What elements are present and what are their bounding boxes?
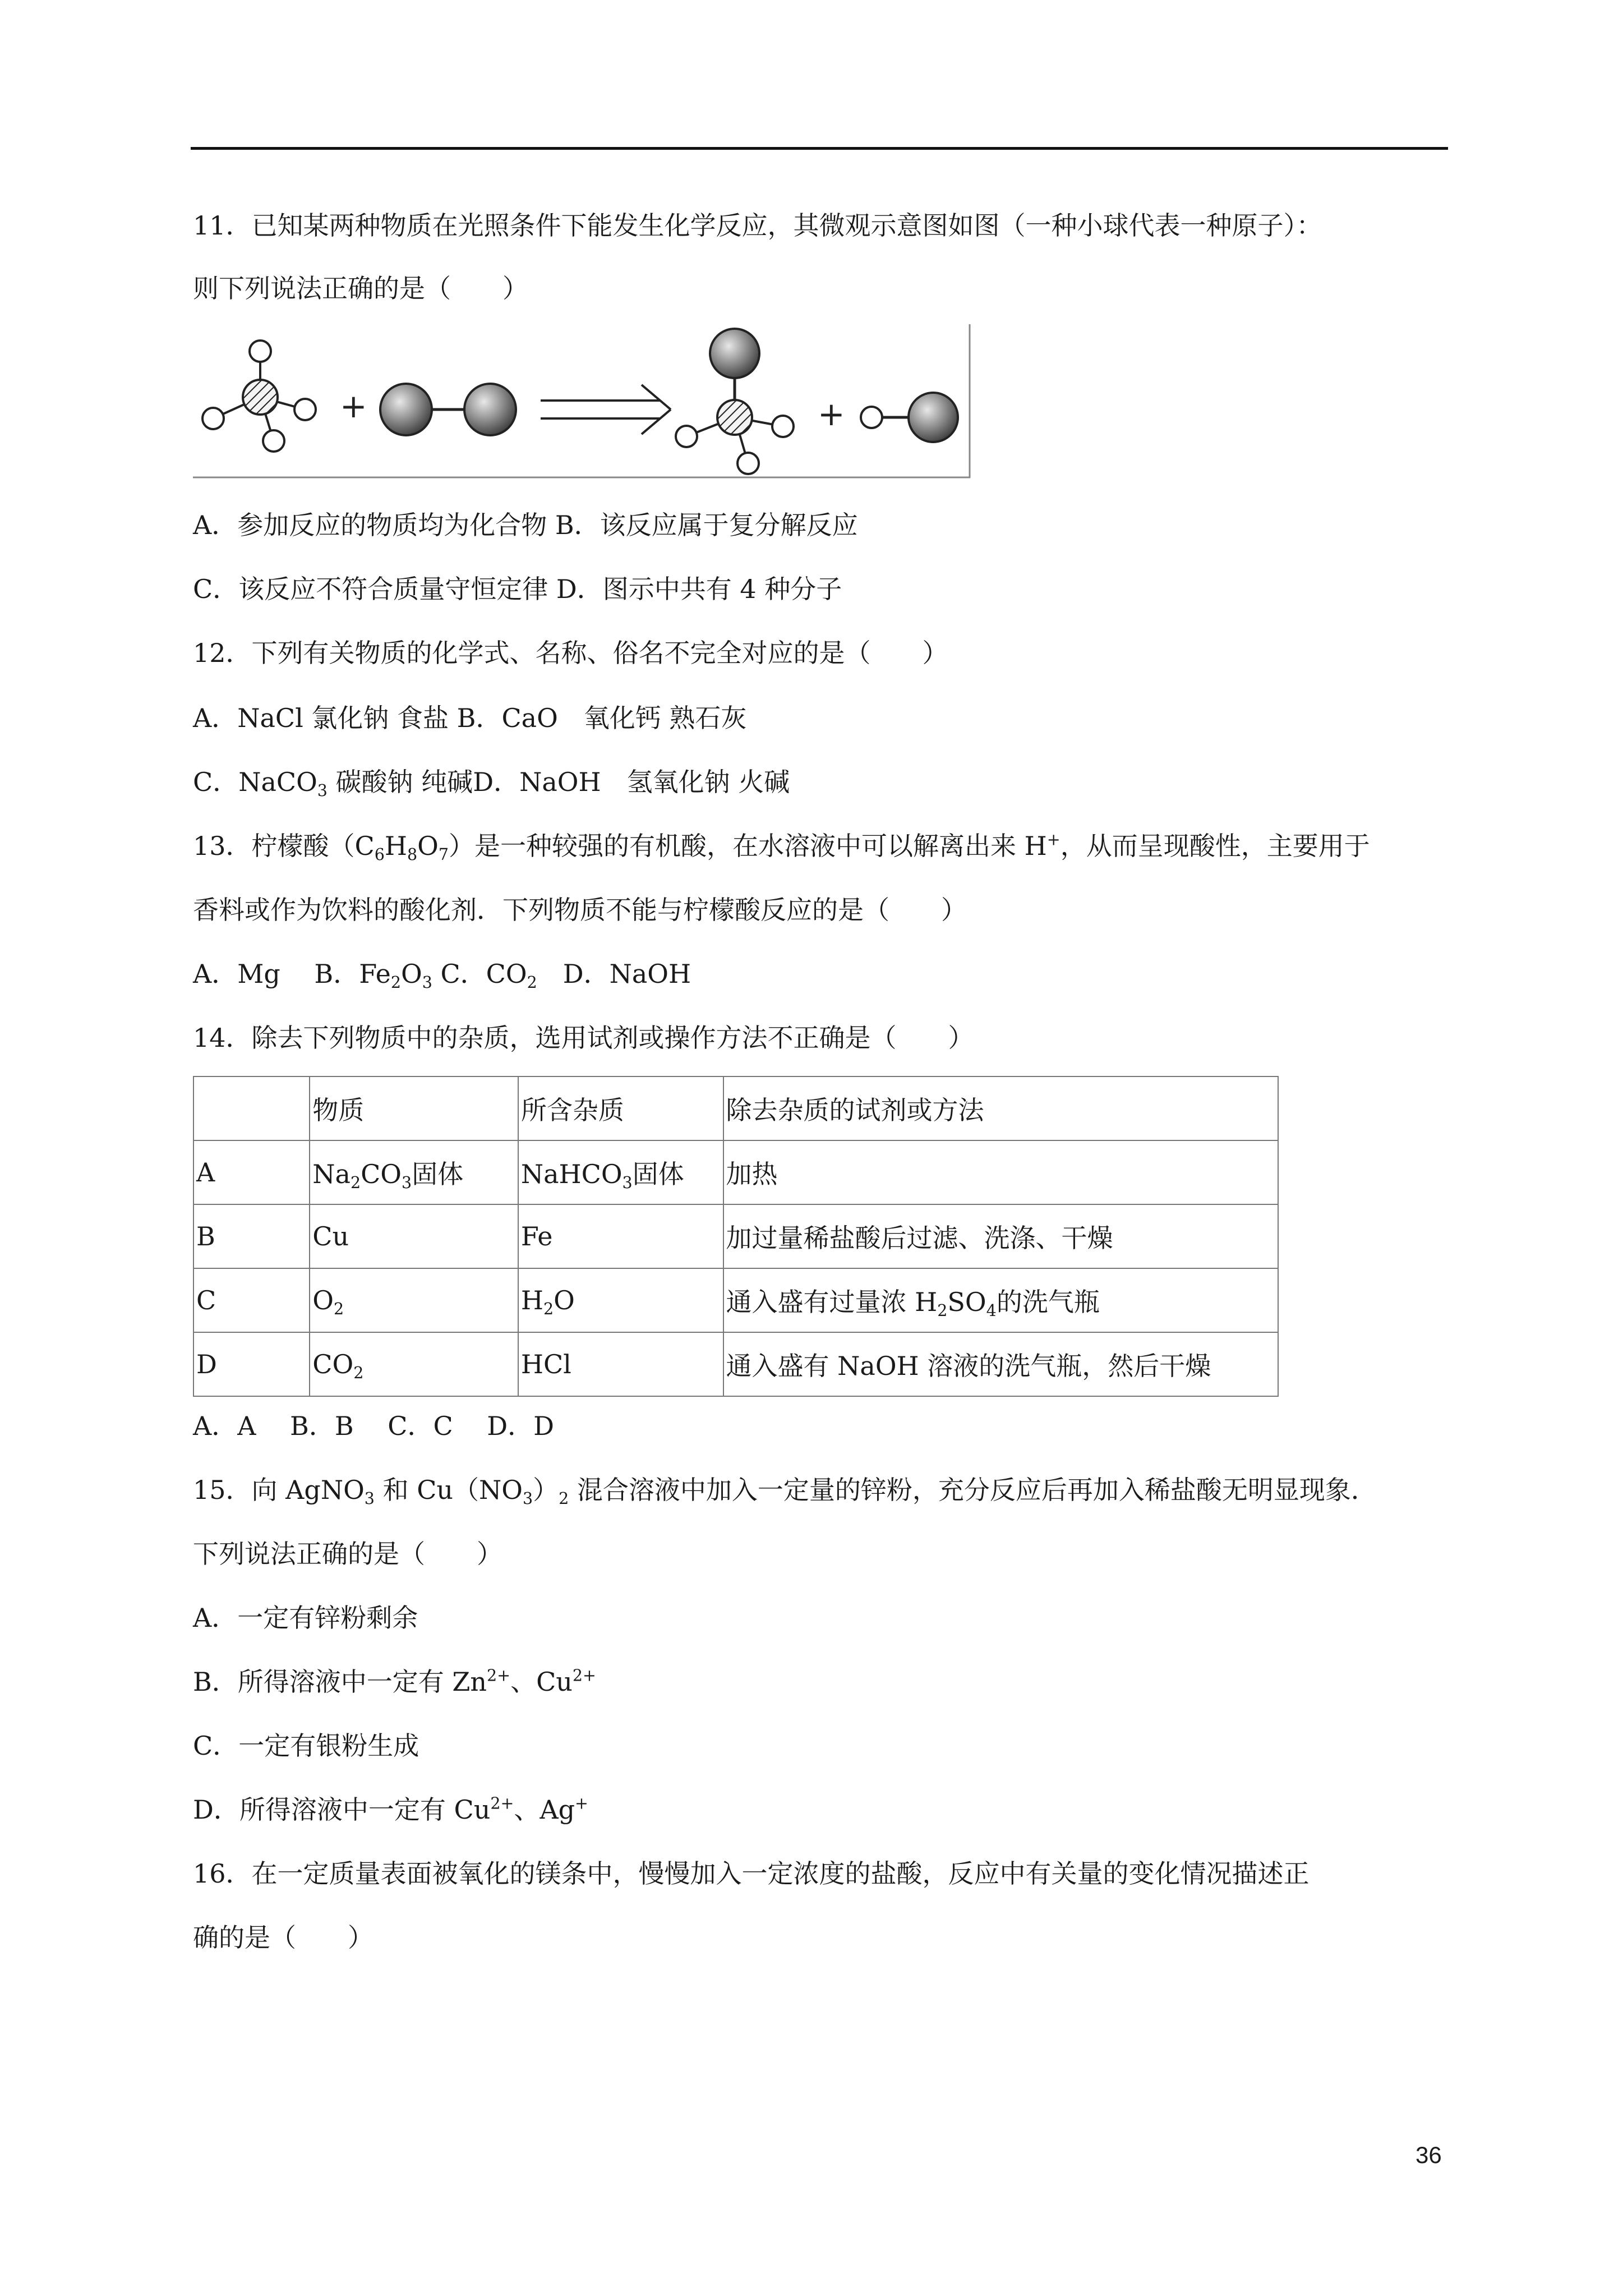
table-header-cell bbox=[193, 1076, 310, 1140]
row-label: B bbox=[193, 1204, 310, 1268]
q11-options-ab: A．参加反应的物质均为化合物 B．该反应属于复分解反应 bbox=[193, 510, 858, 540]
plus-sign-1: + bbox=[340, 387, 367, 425]
table-row bbox=[193, 1204, 1278, 1268]
q12-stem: 12．下列有关物质的化学式、名称、俗名不完全对应的是（ ） bbox=[193, 638, 948, 668]
table-header-row bbox=[193, 1076, 1278, 1140]
q12-options-cd: C．NaCO$_3$ 碳酸钠 纯碱D．NaOH 氢氧化钠 火碱 bbox=[193, 767, 790, 800]
reaction-diagram bbox=[193, 324, 971, 479]
q11-stem-line1: 11．已知某两种物质在光照条件下能发生化学反应，其微观示意图如图（一种小球代表一种原子）： bbox=[193, 210, 1322, 241]
table-row bbox=[193, 1140, 1278, 1204]
q16-stem-line2: 确的是（ ） bbox=[193, 1922, 374, 1953]
header-rule bbox=[191, 147, 1448, 150]
q15-option-b: B．所得溶液中一定有 $Zn^{2+}$、$Cu^{2+}$ bbox=[193, 1666, 596, 1697]
q15-option-c: C．一定有银粉生成 bbox=[193, 1731, 419, 1761]
q12-options-ab: A．NaCl 氯化钠 食盐 B．CaO 氧化钙 熟石灰 bbox=[193, 703, 747, 733]
substance-cell: $CO_2$ bbox=[310, 1332, 518, 1396]
molecule-ch4 bbox=[202, 341, 316, 452]
impurity-cell: NaHCO$_3$固体 bbox=[518, 1140, 723, 1204]
substance-cell: Cu bbox=[310, 1204, 518, 1268]
table-header-cell: 物质 bbox=[310, 1076, 518, 1140]
table-row bbox=[193, 1268, 1278, 1332]
q13-stem-line2: 香料或作为饮料的酸化剂．下列物质不能与柠檬酸反应的是（ ） bbox=[193, 895, 967, 925]
impurity-table bbox=[193, 1076, 1279, 1397]
molecule-ch3cl bbox=[676, 329, 794, 474]
table-header-cell: 所含杂质 bbox=[518, 1076, 723, 1140]
row-label: D bbox=[193, 1332, 310, 1396]
q16-stem-line1: 16．在一定质量表面被氧化的镁条中，慢慢加入一定浓度的盐酸，反应中有关量的变化情况描述正 bbox=[193, 1858, 1310, 1889]
q13-options: A．Mg B．$Fe_2O_3$ C．$CO_2$ D．NaOH bbox=[193, 959, 691, 992]
q11-stem-line2: 则下列说法正确的是（ ） bbox=[193, 273, 528, 303]
q14-stem: 14．除去下列物质中的杂质，选用试剂或操作方法不正确是（ ） bbox=[193, 1023, 974, 1053]
method-cell: 加热 bbox=[723, 1140, 1278, 1204]
q11-options-cd: C．该反应不符合质量守恒定律 D．图示中共有 4 种分子 bbox=[193, 574, 842, 604]
q15-option-d: D．所得溶液中一定有 $Cu^{2+}$、Ag+ bbox=[193, 1794, 588, 1825]
method-cell: 通入盛有 NaOH 溶液的洗气瓶，然后干燥 bbox=[723, 1332, 1278, 1396]
table-row bbox=[193, 1332, 1278, 1396]
molecule-cl2 bbox=[380, 384, 516, 435]
q15-stem-line1: 15．向 AgNO$_3$ 和 $Cu(NO_3)_2$ 混合溶液中加入一定量的锌粉，充分反应后再加入稀盐酸无明显现象． bbox=[193, 1475, 1377, 1508]
method-cell: 通入盛有过量浓 $H_2SO_4$的洗气瓶 bbox=[723, 1268, 1278, 1332]
q13-stem-line1: 13．柠檬酸$(C_6H_8O_7)$是一种较强的有机酸，在水溶液中可以解离出来 H+，从而呈现酸性，主要用于 bbox=[193, 830, 1370, 864]
q15-stem-line2: 下列说法正确的是（ ） bbox=[193, 1539, 502, 1569]
table-header-cell: 除去杂质的试剂或方法 bbox=[723, 1076, 1278, 1140]
row-label: C bbox=[193, 1268, 310, 1332]
molecule-hcl bbox=[861, 393, 958, 442]
impurity-cell: $H_2O$ bbox=[518, 1268, 723, 1332]
method-cell: 加过量稀盐酸后过滤、洗涤、干燥 bbox=[723, 1204, 1278, 1268]
q14-options: A．A B．B C．C D．D bbox=[193, 1411, 555, 1441]
substance-cell: $Na_2CO_3$固体 bbox=[310, 1140, 518, 1204]
plus-sign-2: + bbox=[818, 395, 845, 433]
impurity-cell: HCl bbox=[518, 1332, 723, 1396]
page-number: 36 bbox=[1415, 2142, 1442, 2168]
impurity-cell: Fe bbox=[518, 1204, 723, 1268]
reaction-arrow-icon bbox=[541, 385, 671, 434]
q15-option-a: A．一定有锌粉剩余 bbox=[193, 1603, 418, 1633]
row-label: A bbox=[193, 1140, 310, 1204]
substance-cell: $O_2$ bbox=[310, 1268, 518, 1332]
